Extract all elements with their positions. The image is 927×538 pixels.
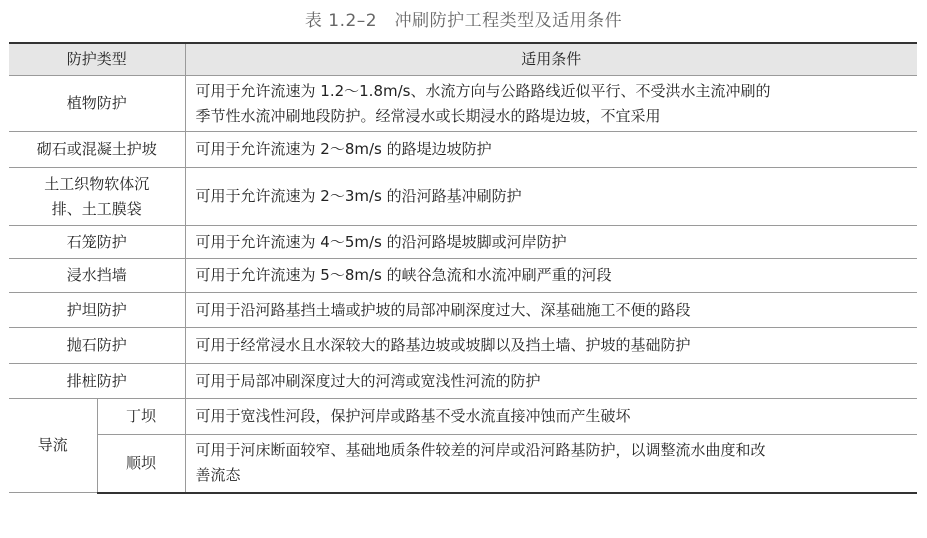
- row-condition-line: 善流态: [195, 466, 241, 485]
- row-condition-cell: [185, 364, 917, 399]
- table-row: [9, 168, 917, 226]
- guide-subtype-cell: 顺坝: [97, 435, 185, 493]
- row-condition-cell: [185, 168, 917, 226]
- row-type-text: 护坦防护: [66, 300, 127, 319]
- row-type-text: 浸水挡墙: [66, 266, 127, 284]
- row-type-text: 抛石防护: [66, 336, 127, 354]
- row-condition-line: 季节性水流冲刷地段防护。经常浸水或长期浸水的路堤边坡，不宜采用: [195, 106, 661, 125]
- row-type-cell: [9, 259, 185, 293]
- row-condition-line: 可用于局部冲刷深度过大的河湾或宽浅性河流的防护: [195, 371, 541, 390]
- row-condition-line: 可用于允许流速为 2～8m/s 的路堤边坡防护: [195, 140, 492, 158]
- row-condition-line: 可用于宽浅性河段，保护河岸或路基不受水流直接冲蚀而产生破坏: [195, 407, 631, 425]
- table-row: [9, 76, 917, 132]
- row-type-text: 石笼防护: [66, 232, 127, 251]
- table-header-row: [9, 43, 917, 76]
- row-type-text: 砌石或混凝土护坡: [36, 140, 157, 158]
- row-condition-cell: [185, 226, 917, 259]
- row-condition-line: 可用于河床断面较窄、基础地质条件较差的河岸或沿河路基防护，以调整流水曲度和改: [195, 441, 766, 460]
- row-condition-line: 可用于允许流速为 5～8m/s 的峡谷急流和水流冲刷严重的河段: [195, 266, 612, 284]
- row-type-text: 土工织物软体沉: [44, 174, 150, 193]
- table-row: [9, 226, 917, 259]
- table-row: [9, 293, 917, 328]
- row-type-cell: [9, 226, 185, 259]
- table-row: [9, 132, 917, 168]
- guide-group-cell: 导流: [9, 399, 97, 493]
- row-condition-cell: [185, 293, 917, 328]
- row-condition-cell: [185, 132, 917, 168]
- row-type-cell: [9, 364, 185, 399]
- row-type-cell: [9, 293, 185, 328]
- row-type-cell: [9, 76, 185, 132]
- row-condition-line: 可用于允许流速为 1.2～1.8m/s、水流方向与公路路线近似平行、不受洪水主流冲刷的: [195, 81, 771, 100]
- row-condition-cell: [185, 76, 917, 132]
- row-type-cell: [9, 132, 185, 168]
- row-condition-cell: [185, 328, 917, 364]
- table-caption: 表 1.2–2 冲刷防护工程类型及适用条件: [304, 11, 623, 31]
- header-condition: 适用条件: [185, 43, 917, 76]
- row-condition-line: 可用于沿河路基挡土墙或护坡的局部冲刷深度过大、深基础施工不便的路段: [195, 300, 691, 319]
- guide-subtype-cell: 丁坝: [97, 399, 185, 435]
- row-condition-cell: [185, 259, 917, 293]
- row-condition-cell: [185, 399, 917, 435]
- row-type-cell: [9, 168, 185, 226]
- row-condition-line: 可用于经常浸水且水深较大的路基边坡或坡脚以及挡土墙、护坡的基础防护: [195, 336, 691, 354]
- table-row: [9, 399, 917, 435]
- row-type-text: 排、土工膜袋: [51, 199, 142, 218]
- row-condition-line: 可用于允许流速为 2～3m/s 的沿河路基冲刷防护: [195, 187, 522, 205]
- row-type-text: 植物防护: [66, 94, 127, 112]
- table-row: [9, 435, 917, 493]
- row-condition-cell: [185, 435, 917, 493]
- row-type-text: 排桩防护: [66, 371, 127, 390]
- header-type: 防护类型: [9, 43, 185, 76]
- row-type-cell: [9, 328, 185, 364]
- table-row: [9, 259, 917, 293]
- table-row: [9, 328, 917, 364]
- table-row: [9, 364, 917, 399]
- row-condition-line: 可用于允许流速为 4～5m/s 的沿河路堤坡脚或河岸防护: [195, 232, 567, 251]
- protection-types-table: [9, 42, 917, 494]
